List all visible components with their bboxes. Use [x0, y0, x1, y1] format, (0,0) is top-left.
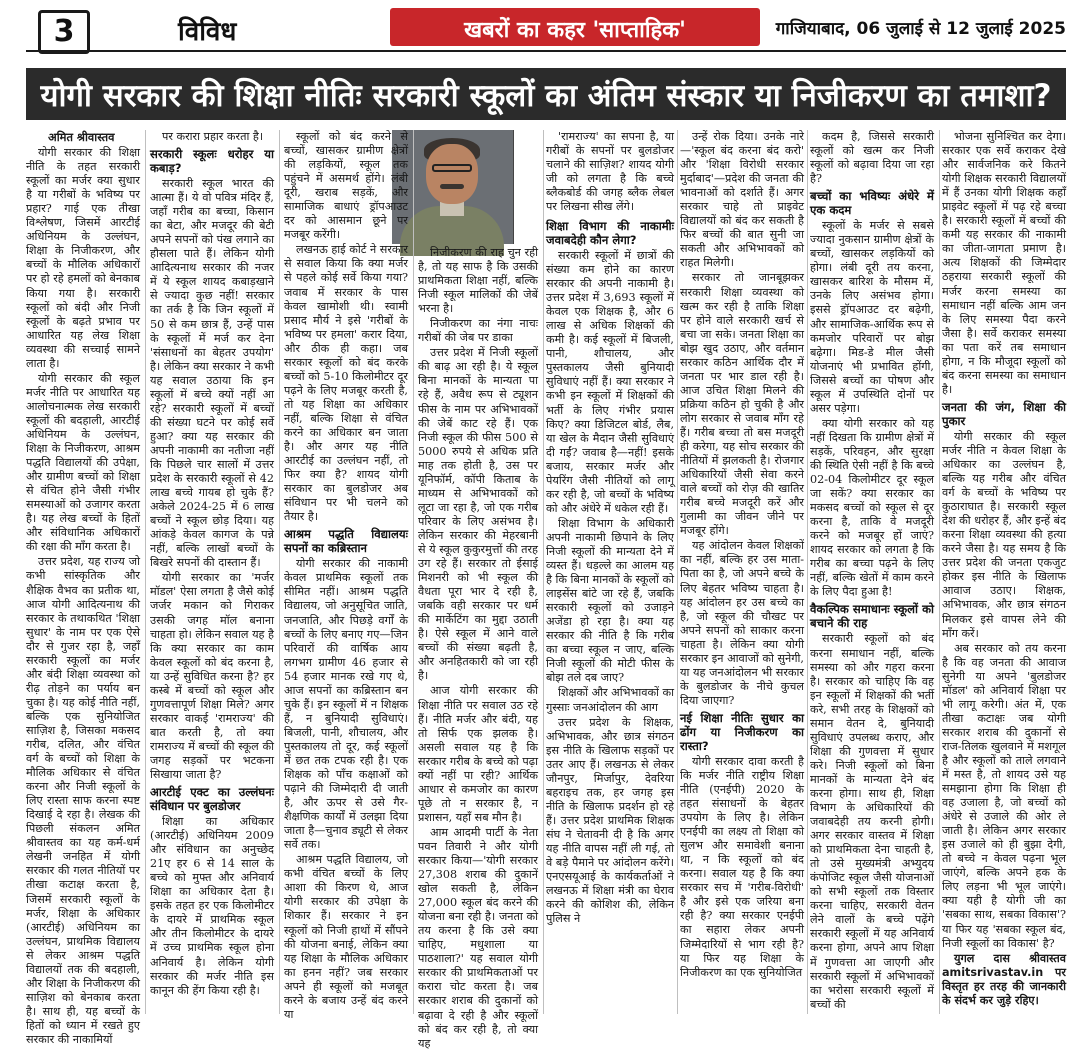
- article-columns: [26, 130, 1066, 1050]
- subheading: आश्रम पद्धति विद्यालयः सपनों का कब्रिस्तान: [284, 527, 408, 556]
- paragraph: उन्हें रोक दिया। उनके नारे—'स्कूल बंद करना बंद करो' और 'शिक्षा विरोधी सरकार मुर्दाबाद'—प्रदेश की जनता की भावनाओं को दर्शाते हैं। अगर सरकार चाहे तो प्राइवेट विद्यालयों को बंद कर सकती है फिर बच्चों की बात सुनी जा सकती और अभिभावकों को राहत मिलेगी।: [680, 130, 804, 270]
- article-column-8: [942, 130, 1066, 1014]
- subheading: सरकारी स्कूलः धरोहर या कबाड़?: [150, 147, 274, 176]
- masthead: [0, 0, 1080, 58]
- paragraph: 'रामराज्य' का सपना है, या गरीबों के सपनों पर बुलडोजर चलाने की साज़िश? शायद योगी जी को लगता है कि बच्चे ब्लैकबोर्ड की जगह ब्लैक लेबल पर लिखना सीख लेंगे।: [546, 130, 674, 214]
- subheading: शिक्षा विभाग की नाकामीः जवाबदेही कौन लेगा?: [546, 219, 674, 247]
- subheading: जनता की जंग, शिक्षा की पुकार: [942, 399, 1066, 428]
- dateline: गाजियाबाद, 06 जुलाई से 12 जुलाई 2025: [775, 19, 1066, 39]
- paragraph: पर करारा प्रहार करता है।: [162, 130, 264, 143]
- paragraph: यह आंदोलन केवल शिक्षकों का नहीं, बल्कि हर उस माता-पिता का है, जो अपने बच्चे के लिए बेहतर भविष्य चाहता है। यह आंदोलन हर उस बच्चे का है, जो स्कूल की चौखट पर अपने सपनों को साकार करना चाहता है। लेकिन क्या योगी सरकार इन आवाजों को सुनेगी, या यह जनआंदोलन भी सरकार के बुलडोजर के नीचे कुचल दिया जाएगा?: [680, 539, 804, 707]
- article-column-1: [26, 130, 140, 1046]
- headline-band: [26, 68, 1066, 120]
- article-column-7: [810, 130, 934, 1014]
- paragraph: कदम है, जिससे सरकारी स्कूलों को खत्म कर निजी स्कूलों को बढ़ावा दिया जा रहा है?: [810, 130, 934, 186]
- section-title: विविध: [178, 17, 237, 47]
- paragraph: आज योगी सरकार की शिक्षा नीति पर सवाल उठ रहे हैं। नीति मर्जर और बंदी, यह तो सिर्फ एक झलक है। असली सवाल यह है कि सरकार गरीब के बच्चे को पढ़ा क्यों नहीं पा रही? आर्थिक आधार से कमजोर का कारण पूछे तो न सरकार है, न प्रशासन, यहाँ सब मौन है।: [418, 684, 538, 824]
- paragraph: लखनऊ हाई कोर्ट ने सरकार से सवाल किया कि क्या मर्जर से पहले कोई सर्वे किया गया? जवाब में सरकार के पास केवल खामोशी थी। स्वामी प्रसाद मौर्य ने इसे 'गरीबों के भविष्य पर हमला' करार दिया, और ठीक ही कहा। जब सरकार स्कूलों को बंद करके बच्चों को 5-10 किलोमीटर दूर पढ़ने के लिए मजबूर करती है, तो यह शिक्षा का अधिकार नहीं, बल्कि शिक्षा से वंचित करने का अधिकार बन जाता है। और अगर यह नीति आरटीई का उल्लंघन नहीं, तो फिर क्या है? शायद योगी सरकार का बुलडोजर अब संविधान पर भी चलने को तैयार है।: [284, 243, 408, 524]
- article-column-6: [680, 130, 804, 1014]
- paragraph: शिक्षकों और अभिभावकों का गुस्साः जनआंदोलन की आग: [546, 686, 674, 714]
- paragraph: योगी सरकार की स्कूल मर्जर नीति न केवल शिक्षा के अधिकार का उल्लंघन है, बल्कि यह गरीब और वंचित वर्ग के बच्चों के भविष्य पर कुठाराघात है। सरकारी स्कूल देश की धरोहर हैं, और इन्हें बंद करना शिक्षा व्यवस्था की हत्या करने जैसा है। यह समय है कि उत्तर प्रदेश की जनता एकजुट होकर इस नीति के खिलाफ आवाज उठाए। शिक्षक, अभिभावक, और छात्र संगठन मिलकर इसे वापस लेने की माँग करें।: [942, 429, 1066, 640]
- page-number: 3: [38, 10, 90, 54]
- paragraph: आश्रम पद्धति विद्यालय, जो कभी वंचित बच्चों के लिए आशा की किरण थे, आज योगी सरकार की उपेक्षा के शिकार हैं। सरकार ने इन स्कूलों को निजी हाथों में सौंपने की योजना बनाई, लेकिन क्या यह शिक्षा के मौलिक अधिकार का हनन नहीं? जब सरकार अपने ही स्कूलों को मजबूत करने के बजाय उन्हें बंद करने या: [284, 853, 408, 1021]
- paragraph: योगी सरकार की स्कूल मर्जर नीति पर आधारित यह आलोचनात्मक लेख सरकारी स्कूलों की बदहाली, आरटीई अधिनियम के उल्लंघन, शिक्षा के निजीकरण, आश्रम पद्धति विद्यालयों की उपेक्षा, और ग्रामीण बच्चों को शिक्षा से वंचित होने जैसी गंभीर समस्याओं को उजागर करता है। यह लेख बच्चों के हितों और संविधानिक अधिकारों की रक्षा की माँग करता है।: [26, 371, 140, 554]
- paragraph: योगी सरकार की नाकामी केवल प्राथमिक स्कूलों तक सीमित नहीं। आश्रम पद्धति विद्यालय, जो अनुसूचित जाति, जनजाति, और पिछड़े वर्गों के बच्चों के लिए बनाए गए—जिन परिवारों की वार्षिक आय लगभग ग्रामीण 46 हजार से 54 हजार मानक रखे गए थे, आज सपनों का कब्रिस्तान बन चुके हैं। इन स्कूलों में न शिक्षक हैं, न बुनियादी सुविधाएं। बिजली, पानी, शौचालय, और पुस्तकालय तो दूर, कई स्कूलों में छत तक टपक रही है। एक शिक्षक को पाँच कक्षाओं को पढ़ाने की जिम्मेदारी दी जाती है, और ऊपर से उसे गैर-शैक्षणिक कार्यों में उलझा दिया जाता है—चुनाव ड्यूटी से लेकर सर्वे तक।: [284, 557, 408, 852]
- paragraph: अब सरकार को तय करना है कि वह जनता की आवाज सुनेगी या अपने 'बुलडोजर मॉडल' को अनिवार्य शिक्षा पर भी लागू करेगी। अंत में, एक तीखा कटाक्षः जब योगी सरकार शराब की दुकानों से राज-तिलक खुलवाने में मशगूल है और स्कूलों को ताले लगवाने में मस्त है, तो शायद उसे यह समझाना होगा कि शिक्षा ही वह उजाला है, जो बच्चों को अंधेरे से उजाले की ओर ले जाती है। लेकिन अगर सरकार इस उजाले को ही बुझा देगी, तो बच्चे न केवल पढ़ना भूल जाएंगे, बल्कि अपने हक के लिए लड़ना भी भूल जाएंगे। क्या यही है योगी जी का 'सबका साथ, सबका विकास'? या फिर यह 'सबका स्कूल बंद, निजी स्कूलों का विकास' है?: [942, 641, 1066, 950]
- paragraph: स्कूलों के मर्जर से सबसे ज्यादा नुकसान ग्रामीण क्षेत्रों के बच्चों, खासकर लड़कियों को होगा। लंबी दूरी तय करना, खासकर बारिश के मौसम में, उनके लिए असंभव होगा। इससे ड्रॉपआउट दर बढ़ेगी, और सामाजिक-आर्थिक रूप से कमजोर परिवारों पर बोझ बढ़ेगा। मिड-डे मील जैसी योजनाएं भी प्रभावित होंगी, जिससे बच्चों का पोषण और स्कूल में उपस्थिति दोनों पर असर पड़ेगा।: [810, 219, 934, 415]
- headline: योगी सरकार की शिक्षा नीतिः सरकारी स्कूलों का अंतिम संस्कार या निजीकरण का तमाशा?: [40, 78, 1052, 114]
- article-column-4: [418, 130, 538, 1050]
- paragraph: सरकारी स्कूलों को बंद करना समाधान नहीं, बल्कि समस्या को और गहरा करना है। सरकार को चाहिए कि वह इन स्कूलों में शिक्षकों की भर्ती करे, सभी तरह के शिक्षकों को समान वेतन दे, बुनियादी सुविधाएं उपलब्ध कराए, और शिक्षा की गुणवत्ता में सुधार करे। निजी स्कूलों को बिना मानकों के मान्यता देने बंद करना होगा। साथ ही, शिक्षा विभाग के अधिकारियों की जवाबदेही तय करनी होगी। अगर सरकार वास्तव में शिक्षा को प्राथमिकता देना चाहती है, तो उसे मुख्यमंत्री अभ्युदय कंपोजिट स्कूल जैसी योजनाओं को सभी स्कूलों तक विस्तार करना चाहिए, सरकारी वेतन लेने वालों के बच्चे पढ़ेंगे सरकारी स्कूलों में यह अनिवार्य करना होगा, अपने आप शिक्षा में गुणवत्ता आ जाएगी और सरकारी स्कूलों में अभिभावकों का भरोसा सरकारी स्कूलों में बच्चों की: [810, 632, 934, 1011]
- paragraph: शिक्षा का अधिकार (आरटीई) अधिनियम 2009 और संविधान का अनुच्छेद 21ए हर 6 से 14 साल के बच्चे को मुफ्त और अनिवार्य शिक्षा का अधिकार देता है। इसके तहत हर एक किलोमीटर के दायरे में प्राथमिक स्कूल और तीन किलोमीटर के दायरे में उच्च प्राथमिक स्कूल होना अनिवार्य है। लेकिन योगी सरकार की मर्जर नीति इस कानून की हेंग किया रही है।: [150, 815, 274, 997]
- paragraph: योगी सरकार की शिक्षा नीति के तहत सरकारी स्कूलों का मर्जर क्या सुधार है या गरीबों के भविष्य पर प्रहार? गाई एक तीखा विश्लेषण, जिसमें आरटीई अधिनियम के उल्लंघन, शिक्षा के निजीकरण, और बच्चों के मौलिक अधिकारों पर हो रहे हमलों को बेनकाब किया गया है। सरकारी स्कूलों को बंदी और निजी स्कूलों के बढ़ते प्रभाव पर आधारित यह लेख शिक्षा व्यवस्था की सच्चाई सामने लाता है।: [26, 146, 140, 370]
- paragraph: सरकारी स्कूल भारत की आत्मा हैं। ये वो पवित्र मंदिर हैं, जहाँ गरीब का बच्चा, किसान का बेटा, और मजदूर की बेटी अपने सपनों को पंख लगाने का हौसला पाते हैं। लेकिन योगी आदित्यनाथ सरकार की नजर में ये स्कूल शायद कबाड़खाने से ज्यादा कुछ नहीं! सरकार का तर्क है कि जिन स्कूलों में 50 से कम छात्र हैं, उन्हें पास के स्कूलों में मर्ज कर देना 'संसाधनों का बेहतर उपयोग' है। लेकिन क्या सरकार ने कभी यह सवाल उठाया कि इन स्कूलों में बच्चे क्यों नहीं आ रहे? सरकारी स्कूलों में बच्चों की संख्या घटने पर कोई सर्वे हुआ? क्या यह सरकार की अपनी नाकामी का नतीजा नहीं कि पिछले चार सालों में उत्तर प्रदेश के सरकारी स्कूलों से 42 लाख बच्चे गायब हो चुके हैं? अकेले 2024-25 में 6 लाख बच्चों ने स्कूल छोड़ दिया। यह आंकड़े केवल कागज के पन्ने नहीं, बल्कि लाखों बच्चों के बिखरे सपनों की दास्तान हैं।: [150, 177, 274, 570]
- subheading: वैकल्पिक समाधानः स्कूलों को बचाने की राह: [810, 602, 934, 631]
- byline: अमित श्रीवास्तव: [48, 130, 115, 144]
- paragraph: उत्तर प्रदेश में निजी स्कूलों की बाढ़ आ रही है। ये स्कूल बिना मानकों के मान्यता पा रहे हैं, अवैध रूप से ट्यूशन फीस के नाम पर अभिभावकों की जेबें काट रहे हैं। एक निजी स्कूल की फीस 500 से 5000 रुपये से अधिक प्रति माह तक होती है, उस पर यूनिफॉर्म, कॉपी किताब के माध्यम से अभिभावकों को लूटा जा रहा है, जो एक गरीब परिवार के लिए असंभव है। लेकिन सरकार की मेहरबानी से ये स्कूल कुकुरमुत्तों की तरह उग रहे हैं। सरकार तो ईसाई मिशनरी को भी स्कूल की वैधता पूरा भार दे रही है, जबकि वही सरकार पर धर्म की मार्केटिंग का मुद्दा उठाती है। ऐसे स्कूल में आने वाले बच्चों की संख्या बढ़ती है, और अनहितकारी को जा रही है।: [418, 346, 538, 683]
- newspaper-brand: खबरों का कहर 'साप्ताहिक': [464, 18, 686, 43]
- article-column-5: [546, 130, 674, 1014]
- paragraph: भोजना सुनिश्चित कर देगा। सरकार एक सर्वे कराकर देखे और सार्वजनिक करे कितने योगी शिक्षक सरकारी विद्यालयों में हैं उनका योगी शिक्षक कहाँ प्राइवेट स्कूलों में पढ़ रहे बच्चा है। सरकारी स्कूलों में बच्चों की कमी यह सरकार की नाकामी का जीता-जागता प्रमाण है। अत्य शिक्षकों की जिम्मेदार ठहराया सरकारी स्कूलों की मर्जर करना समस्या का समाधान नहीं बल्कि आम जन के लिए समस्या पैदा करने जैसा है। सर्वे कराकर समस्या का पता करें तब समाधान होगा, न कि मौजूदा स्कूलों को बंद करना समस्या का समाधान है।: [942, 130, 1066, 396]
- paragraph: स्कूलों को बंद करने से बच्चों, खासकर ग्रामीण क्षेत्रों की लड़कियों, स्कूल तक पहुंचने में असमर्थ होंगे। लंबी दूरी, खराब सड़कें, और सामाजिक बाधाएं ड्रॉपआउट दर को आसमान छूने पर मजबूर करेंगी।: [284, 130, 408, 242]
- paragraph: सरकार तो जानबूझकर सरकारी शिक्षा व्यवस्था को खत्म कर रही है ताकि शिक्षा पर होने वाले सरकारी खर्च से बचा जा सके। जनता शिक्षा का बोझ खुद उठाए, और वर्तमान सरकार कठिन आर्थिक दौर में जनता पर भार डाल रही है। आज उचित शिक्षा मिलने की प्रक्रिया कठिन हो चुकी है और लोग सरकार से जवाब माँग रहे हैं। गरीब बच्चा तो बस मजदूरी ही करेगा, यह सोच सरकार की नीतियों में झलकती है। रोजगार अधिकारियों जैसी सेवा करने वाले बच्चों को रोज़ की खातिर गरीब बच्चे मजदूरी करें और गुलामी का जीवन जीने पर मजबूर होंगे।: [680, 271, 804, 538]
- paragraph: निजीकरण की राह चुन रही है, तो यह साफ है कि उसकी प्राथमिकता शिक्षा नहीं, बल्कि निजी स्कूल मालिकों की जेबें भरना है।: [418, 246, 538, 316]
- paragraph: आम आदमी पार्टी के नेता पवन तिवारी ने और योगी सरकार किया—'योगी सरकार 27,308 शराब की दुकानें खोल सकती है, लेकिन 27,000 स्कूल बंद करने की योजना बना रही है। जनता को तय करना है कि उसे क्या चाहिए, मधुशाला या पाठशाला?' यह सवाल योगी सरकार की प्राथमिकताओं पर करारा चोट करता है। जब सरकार शराब की दुकानों को बढ़ावा दे रही है और स्कूलों को बंद कर रही है, तो क्या यह: [418, 825, 538, 1050]
- article-column-3: [284, 130, 408, 1021]
- paragraph: उत्तर प्रदेश के शिक्षक, अभिभावक, और छात्र संगठन इस नीति के खिलाफ सड़कों पर उतर आए हैं। लखनऊ से लेकर जौनपुर, मिर्जापुर, देवरिया बहराइच तक, हर जगह इस नीति के खिलाफ प्रदर्शन हो रहे हैं। उत्तर प्रदेश प्राथमिक शिक्षक संघ ने चेतावनी दी है कि अगर यह नीति वापस नहीं ली गई, तो वे बड़े पैमाने पर आंदोलन करेंगे। एनएसयूआई के कार्यकर्ताओं ने लखनऊ में शिक्षा मंत्री का घेराव करने की कोशिश की, लेकिन पुलिस ने: [546, 715, 674, 926]
- paragraph: सरकारी स्कूलों में छात्रों की संख्या कम होने का कारण सरकार की अपनी नाकामी है। उत्तर प्रदेश में 3,693 स्कूलों में केवल एक शिक्षक है, और 6 लाख से अधिक शिक्षकों की कमी है। कई स्कूलों में बिजली, पानी, शौचालय, और पुस्तकालय जैसी बुनियादी सुविधाएं नहीं हैं। क्या सरकार ने कभी इन स्कूलों में शिक्षकों की भर्ती के लिए गंभीर प्रयास किए? क्या डिजिटल बोर्ड, लैब, या खेल के मैदान जैसी सुविधाएं दी गईं? जवाब है—नहीं! इसके बजाय, सरकार मर्जर और पेयरिंग जैसी नीतियों को लागू कर रही है, जो बच्चों के भविष्य को और अंधेरे में धकेल रही हैं।: [546, 249, 674, 515]
- paragraph: उत्तर प्रदेश, यह राज्य जो कभी सांस्कृतिक और शैक्षिक वैभव का प्रतीक था, आज योगी आदित्यनाथ की सरकार के तथाकथित 'शिक्षा सुधार' के नाम पर एक ऐसे दौर से गुजर रहा है, जहाँ सरकारी स्कूलों का मर्जर और बंदी शिक्षा व्यवस्था को रीढ़ तोड़ने का पर्याय बन चुका है। यह कोई नीति नहीं, बल्कि एक सुनियोजित साज़िश है, जिसका मकसद गरीब, दलित, और वंचित वर्ग के बच्चों को शिक्षा के मौलिक अधिकार से वंचित करना और निजी स्कूलों के लिए रास्ता साफ करना स्पष्ट दिखाई दे रहा है। लेखक की पिछली संकलन अमित श्रीवास्तव का यह कर्म-धर्म लेखनी जनहित में योगी सरकार की गलत नीतियों पर तीखा कटाक्ष करता है, जिसमें सरकारी स्कूलों के मर्जर, शिक्षा के अधिकार (आरटीई) अधिनियम का उल्लंघन, प्राथमिक विद्यालय से लेकर आश्रम पद्धति विद्यालयों तक की बदहाली, और शिक्षा के निजीकरण की साज़िश को बेनकाब करता है। साथ ही, यह बच्चों के हितों को ध्यान में रखते हुए सरकार की नाकामियों: [26, 555, 140, 1046]
- paragraph: शिक्षा विभाग के अधिकारी अपनी नाकामी छिपाने के लिए निजी स्कूलों की मान्यता देने में व्यस्त हैं। धड़ल्ले का आलम यह है कि बिना मानकों के स्कूलों को लाइसेंस बांटे जा रहे हैं, जबकि सरकारी स्कूलों को उजाड़ने अजेंडा हो रहा है। क्या यह सरकार की नीति है कि गरीब का बच्चा स्कूल न जाए, बल्कि निजी स्कूलों की मोटी फीस के बोझ तले दब जाए?: [546, 516, 674, 685]
- subheading: आरटीई एक्ट का उल्लंघनः संविधान पर बुलडोजर: [150, 785, 274, 814]
- paragraph: योगी सरकार दावा करती है कि मर्जर नीति राष्ट्रीय शिक्षा नीति (एनईपी) 2020 के तहत संसाधनों के बेहतर उपयोग के लिए है। लेकिन एनईपी का लक्ष्य तो शिक्षा को सुलभ और समावेशी बनाना था, न कि स्कूलों को बंद करना। सवाल यह है कि क्या सरकार सच में 'गरीब-विरोधी' है और इसे एक जरिया बना रही है? क्या सरकार एनईपी का सहारा लेकर अपनी जिम्मेदारियों से भाग रही है? या फिर यह शिक्षा के निजीकरण का एक सुनियोजित: [680, 754, 804, 979]
- subheading: नई शिक्षा नीतिः सुधार का ढोंग या निजीकरण का रास्ता?: [680, 710, 804, 753]
- newspaper-brand-band: [390, 8, 760, 46]
- masthead-rule: [26, 50, 1066, 52]
- paragraph: निजीकरण का नंगा नाचः गरीबों की जेब पर डाका: [418, 317, 538, 345]
- subheading: बच्चों का भविष्यः अंधेरे में एक कदम: [810, 189, 934, 218]
- end-note: युगल दास श्रीवास्तव amitsrivastav.in पर विस्तृत हर तरह की जानकारी के संदर्भ कर जुड़े रहिए।: [942, 951, 1066, 1007]
- article-column-2: [150, 130, 274, 1014]
- paragraph: योगी सरकार का 'मर्जर मॉडल' ऐसा लगता है जैसे कोई जर्जर मकान को गिराकर उसकी जगह मॉल बनाना चाहता हो। लेकिन सवाल यह है कि क्या सरकार का काम केवल स्कूलों को बंद करना है, या उन्हें सुविधित करना है? हर कस्बे में बच्चों को स्कूल और गुणवत्तापूर्ण शिक्षा मिले? अगर सरकार वाकई 'रामराज्य' की बात करती है, तो क्या रामराज्य में बच्चों की स्कूल की जगह सड़कों पर भटकना सिखाया जाता है?: [150, 571, 274, 782]
- paragraph: क्या योगी सरकार को यह नहीं दिखता कि ग्रामीण क्षेत्रों में सड़कें, परिवहन, और सुरक्षा की स्थिति ऐसी नहीं है कि बच्चे 02-04 किलोमीटर दूर स्कूल जा सकें? क्या सरकार का मकसद बच्चों को स्कूल से दूर करना है, ताकि वे मजदूरी करने को मजबूर हों जाएं? शायद सरकार को लगता है कि गरीब का बच्चा पढ़ने के लिए नहीं, बल्कि खेतों में काम करने के लिए पैदा हुआ है!: [810, 416, 934, 599]
